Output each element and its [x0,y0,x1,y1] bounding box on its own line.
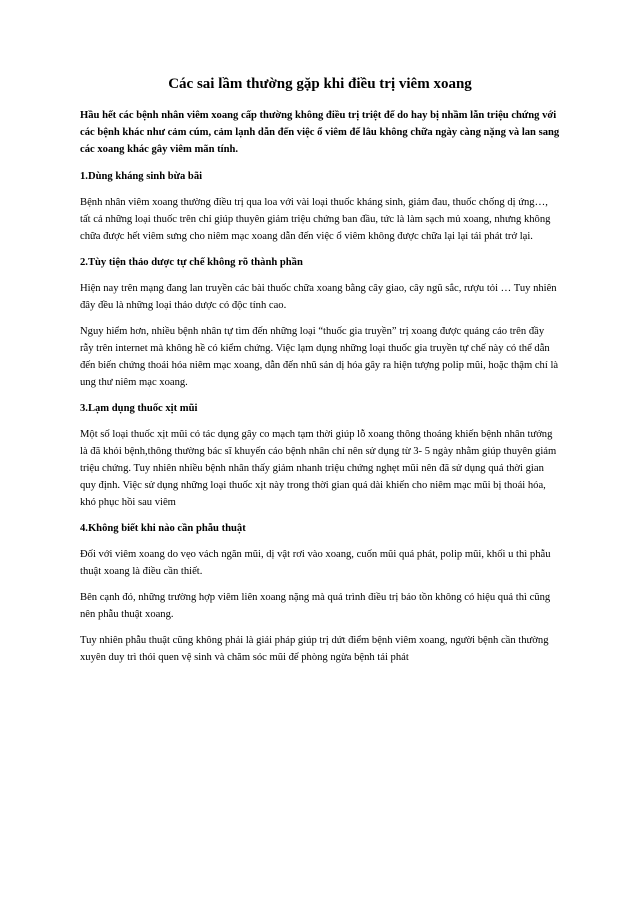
section-3-paragraph-1: Một số loại thuốc xịt mũi có tác dụng gây co mạch tạm thời giúp lỗ xoang thông thoáng khiến bệnh nhân tưởng là đã khỏi bệnh,thông thường bác sĩ khuyến cáo bệnh nhân chỉ nên sử dụng từ 3- 5 ngày nhằm giúp thuyên giảm triệu chứng. Tuy nhiên nhiều bệnh nhân thấy giảm nhanh triệu chứng nghẹt mũi nên đã sử dụng quá thời gian quy định. Việc sử dụng những loại thuốc xịt này trong thời gian quá dài khiến cho niêm mạc mũi bị thoái hóa, khó phục hồi sau viêm [80,429,557,508]
section-4-paragraph-2: Bên cạnh đó, những trường hợp viêm liên xoang nặng mà quá trình điều trị bảo tồn không có hiệu quả thì cũng nên phẫu thuật xoang. [80,592,551,620]
section-2-paragraph-2: Nguy hiểm hơn, nhiều bệnh nhân tự tìm đến những loại “thuốc gia truyền” trị xoang được quảng cáo trên đầy rẫy trên internet mà không hề có kiểm chứng. Việc lạm dụng những loại thuốc gia truyền tự chế này có thể dẫn đến biến chứng thoái hóa niêm mạc xoang, dẫn đến nhũ sản dị hóa gây ra hiện tượng polip mũi, hoặc thậm chí là ung thư niêm mạc xoang. [80,326,559,388]
section-heading-3: 3.Lạm dụng thuốc xịt mũi [80,403,198,414]
section-heading-2: 2.Tùy tiện thảo dược tự chế không rõ thành phần [80,257,303,268]
intro-paragraph: Hầu hết các bệnh nhân viêm xoang cấp thường không điều trị triệt để do hay bị nhầm lẫn triệu chứng với các bệnh khác như cảm cúm, cảm lạnh dẫn đến việc ổ viêm để lâu không chữa ngày càng nặng và lan sang các xoang khác gây viêm mãn tính. [80,110,560,155]
section-heading-4: 4.Không biết khi nào cần phẫu thuật [80,523,246,534]
section-4-paragraph-3: Tuy nhiên phẫu thuật cũng không phải là giải pháp giúp trị dứt điểm bệnh viêm xoang, người bệnh cần thường xuyên duy trì thói quen vệ sinh và chăm sóc mũi để phòng ngừa bệnh tái phát [80,635,549,663]
section-1-paragraph-1: Bệnh nhân viêm xoang thường điều trị qua loa với vài loại thuốc kháng sinh, giảm đau, thuốc chống dị ứng…, tất cả những loại thuốc trên chỉ giúp thuyên giảm triệu chứng ban đầu, tức là làm sạch mủ xoang, nhưng không chữa được hết viêm sưng cho niêm mạc xoang dẫn đến việc ổ viêm không được chữa lại lại tái phát trở lại. [80,197,551,242]
section-2-paragraph-1: Hiện nay trên mạng đang lan truyền các bài thuốc chữa xoang bằng cây giao, cây ngũ sắc, rượu tỏi … Tuy nhiên đây đều là những loại thảo dược có độc tính cao. [80,283,557,311]
section-heading-1: 1.Dùng kháng sinh bừa bãi [80,171,203,182]
document-page [80,74,560,675]
section-4-paragraph-1: Đối với viêm xoang do vẹo vách ngăn mũi, dị vật rơi vào xoang, cuốn mũi quá phát, polip mũi, khối u thì phẫu thuật xoang là điều cần thiết. [80,549,551,577]
document-title: Các sai lầm thường gặp khi điều trị viêm xoang [168,76,472,92]
